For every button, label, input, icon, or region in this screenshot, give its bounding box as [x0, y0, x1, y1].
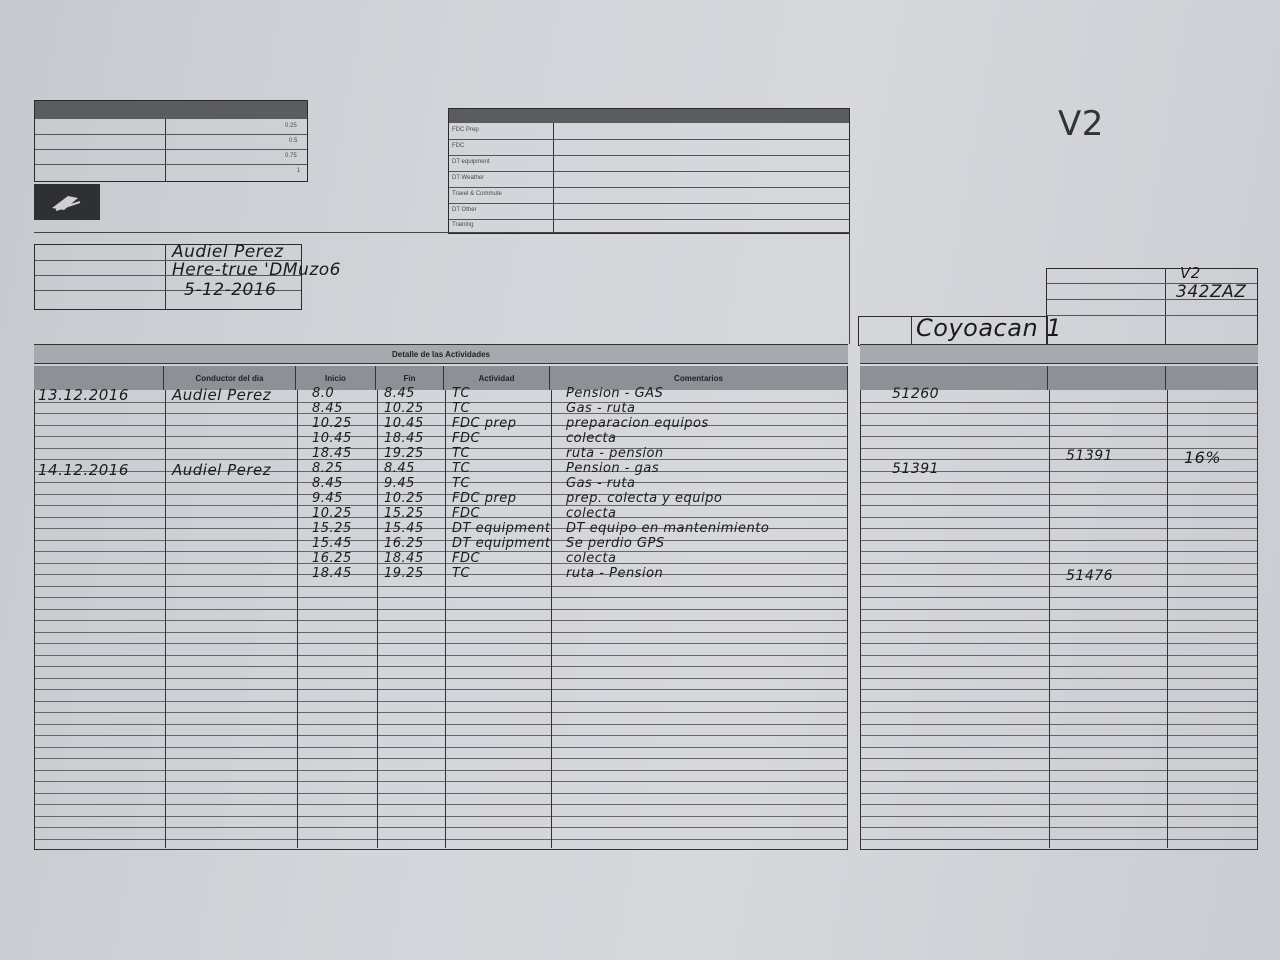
logo-box — [34, 184, 100, 220]
grid-col-line — [1167, 390, 1168, 848]
cell-fin: 9.45 — [384, 476, 415, 491]
grid-row-line — [35, 413, 847, 414]
grid-row-line — [861, 620, 1257, 621]
grid-row-line — [861, 436, 1257, 437]
grid-row-line — [35, 712, 847, 713]
grid-col-line — [551, 390, 552, 848]
grid-row-line — [861, 505, 1257, 506]
driver-date: 5-12-2016 — [184, 280, 277, 300]
grid-row-line — [861, 551, 1257, 552]
cell-actividad: TC — [452, 461, 471, 476]
cell-actividad: TC — [452, 566, 471, 581]
vehicle-box — [1046, 268, 1258, 346]
grid-row-line — [861, 574, 1257, 575]
cell-fin: 15.25 — [384, 506, 424, 521]
grid-row-line — [35, 494, 847, 495]
grid-col-line — [445, 390, 446, 848]
grid-row-line — [35, 735, 847, 736]
grid-row-line — [35, 781, 847, 782]
grid-row-line — [861, 494, 1257, 495]
grid-row-line — [35, 701, 847, 702]
cell-inicio: 15.45 — [312, 536, 352, 551]
driver-name: Audiel Perez — [172, 242, 284, 262]
grid-col-line — [1049, 390, 1050, 848]
activity-code: DT Other — [452, 207, 477, 213]
cell-comentario: Gas - ruta — [566, 401, 636, 416]
detail-title: Detalle de las Actividades — [34, 344, 848, 364]
cell-conductor: Audiel Perez — [172, 386, 272, 404]
cell-pct: 16% — [1184, 448, 1222, 467]
grid-row-line — [35, 643, 847, 644]
logo-icon — [34, 184, 100, 220]
col-actividad: Actividad — [444, 366, 550, 390]
grid-row-line — [861, 632, 1257, 633]
legend-table — [34, 100, 308, 182]
cell-inicio: 8.25 — [312, 461, 343, 476]
cell-fecha: 13.12.2016 — [38, 386, 129, 404]
grid-row-line — [861, 597, 1257, 598]
grid-row-line — [35, 586, 847, 587]
cell-actividad: DT equipment — [452, 536, 551, 551]
cell-actividad: FDC — [452, 431, 481, 446]
cell-inicio: 8.45 — [312, 476, 343, 491]
cell-inicio: 10.45 — [312, 431, 352, 446]
cell-fin: 19.25 — [384, 566, 424, 581]
cell-fin: 18.45 — [384, 431, 424, 446]
grid-row-line — [861, 425, 1257, 426]
cell-actividad: DT equipment — [452, 521, 551, 536]
cell-comentario: preparacion equipos — [566, 416, 709, 431]
cell-actividad: FDC — [452, 551, 481, 566]
grid-row-line — [35, 609, 847, 610]
legend-value: 0.25 — [285, 123, 297, 129]
activities-col-activity — [449, 109, 553, 123]
vehicle-number: V2 — [1180, 264, 1201, 282]
grid-col-line — [377, 390, 378, 848]
grid-row-line — [35, 540, 847, 541]
vehicle-plate: 342ZAZ — [1176, 282, 1247, 302]
grid-row-line — [861, 482, 1257, 483]
col-pct-avance — [1166, 366, 1258, 390]
grid-row-line — [35, 724, 847, 725]
cell-inicio: 18.45 — [312, 566, 352, 581]
cell-inicio: 15.25 — [312, 521, 352, 536]
grid-row-line — [861, 701, 1257, 702]
col-comentarios: Comentarios — [550, 366, 848, 390]
col-conductor: Conductor del dia — [164, 366, 296, 390]
cell-fin: 10.25 — [384, 401, 424, 416]
cell-actividad: TC — [452, 401, 471, 416]
version-mark: V2 — [1058, 104, 1104, 144]
activity-code: Travel & Commute — [452, 191, 502, 197]
legend-value: 0.5 — [289, 138, 298, 144]
cell-comentario: Pension - GAS — [566, 386, 664, 401]
activity-code: FDC Prep — [452, 127, 479, 133]
cell-comentario: Gas - ruta — [566, 476, 636, 491]
grid-row-line — [35, 448, 847, 449]
cell-inicio: 10.25 — [312, 506, 352, 521]
cell-fin: 8.45 — [384, 386, 415, 401]
activities-table — [448, 108, 850, 234]
col-km-inicial — [860, 366, 1048, 390]
grid-row-line — [35, 816, 847, 817]
grid-row-line — [861, 839, 1257, 840]
cell-inicio: 9.45 — [312, 491, 343, 506]
cell-actividad: FDC prep — [452, 416, 517, 431]
grid-row-line — [35, 804, 847, 805]
cell-fin: 10.25 — [384, 491, 424, 506]
grid-row-line — [35, 574, 847, 575]
grid-row-line — [35, 839, 847, 840]
grid-row-line — [35, 425, 847, 426]
cell-fin: 10.45 — [384, 416, 424, 431]
cell-comentario: colecta — [566, 506, 617, 521]
detail-grid — [34, 390, 848, 850]
grid-row-line — [861, 413, 1257, 414]
cell-comentario: colecta — [566, 551, 617, 566]
grid-row-line — [35, 402, 847, 403]
cell-fin: 18.45 — [384, 551, 424, 566]
grid-row-line — [861, 735, 1257, 736]
cell-km-inicial: 51260 — [892, 386, 940, 402]
grid-col-line — [297, 390, 298, 848]
grid-col-line — [165, 390, 166, 848]
legend-value: 0.75 — [285, 153, 297, 159]
grid-row-line — [861, 793, 1257, 794]
grid-row-line — [861, 689, 1257, 690]
grid-row-line — [861, 770, 1257, 771]
grid-row-line — [861, 712, 1257, 713]
cell-conductor: Audiel Perez — [172, 461, 272, 479]
grid-row-line — [861, 609, 1257, 610]
grid-row-line — [861, 528, 1257, 529]
grid-row-line — [35, 758, 847, 759]
grid-row-line — [861, 517, 1257, 518]
grid-row-line — [861, 816, 1257, 817]
grid-row-line — [35, 482, 847, 483]
cell-comentario: Pension - gas — [566, 461, 660, 476]
grid-row-line — [861, 747, 1257, 748]
cell-actividad: TC — [452, 386, 471, 401]
activity-code: Training — [452, 222, 474, 228]
legend-header — [35, 101, 307, 119]
cell-comentario: colecta — [566, 431, 617, 446]
legend-value: 1 — [297, 168, 301, 174]
grid-row-line — [35, 436, 847, 437]
cell-inicio: 8.45 — [312, 401, 343, 416]
cell-comentario: ruta - pension — [566, 446, 664, 461]
cell-comentario: prep. colecta y equipo — [566, 491, 723, 506]
cell-actividad: FDC — [452, 506, 481, 521]
grid-row-line — [35, 459, 847, 460]
grid-row-line — [861, 781, 1257, 782]
cell-inicio: 10.25 — [312, 416, 352, 431]
grid-row-line — [861, 655, 1257, 656]
grid-row-line — [861, 586, 1257, 587]
grid-row-line — [35, 597, 847, 598]
cell-comentario: Se perdio GPS — [566, 536, 665, 551]
grid-row-line — [35, 471, 847, 472]
cell-inicio: 16.25 — [312, 551, 352, 566]
grid-row-line — [861, 678, 1257, 679]
cell-actividad: FDC prep — [452, 491, 517, 506]
cell-actividad: TC — [452, 446, 471, 461]
grid-row-line — [861, 724, 1257, 725]
cell-inicio: 18.45 — [312, 446, 352, 461]
grid-row-line — [35, 632, 847, 633]
cell-comentario: ruta - Pension — [566, 566, 664, 581]
cell-km-inicial: 51391 — [892, 461, 940, 477]
cell-inicio: 8.0 — [312, 386, 335, 401]
grid-row-line — [35, 620, 847, 621]
grid-row-line — [861, 758, 1257, 759]
grid-row-line — [861, 804, 1257, 805]
driver-vehicle: Here-true 'DMuzo6 — [172, 260, 341, 280]
col-inicio: Inicio — [296, 366, 376, 390]
grid-row-line — [35, 551, 847, 552]
grid-row-line — [35, 666, 847, 667]
cell-fin: 15.45 — [384, 521, 424, 536]
grid-row-line — [35, 655, 847, 656]
grid-row-line — [35, 689, 847, 690]
municipio-value: Coyoacan 1 — [916, 314, 1063, 342]
cell-fin: 16.25 — [384, 536, 424, 551]
grid-row-line — [861, 666, 1257, 667]
activity-code: DT Weather — [452, 175, 485, 181]
activity-code: FDC — [452, 143, 465, 149]
cell-actividad: TC — [452, 476, 471, 491]
grid-row-line — [861, 827, 1257, 828]
cell-fin: 8.45 — [384, 461, 415, 476]
grid-row-line — [861, 540, 1257, 541]
activity-code: DT equipment — [452, 159, 490, 165]
cell-km-final: 51391 — [1066, 448, 1114, 464]
grid-row-line — [35, 678, 847, 679]
grid-row-line — [35, 563, 847, 564]
grid-row-line — [35, 517, 847, 518]
grid-row-line — [861, 643, 1257, 644]
cell-comentario: DT equipo en mantenimiento — [566, 521, 770, 536]
grid-row-line — [861, 563, 1257, 564]
cell-fin: 19.25 — [384, 446, 424, 461]
col-fin: Fin — [376, 366, 444, 390]
cell-fecha: 14.12.2016 — [38, 461, 129, 479]
cell-km-final: 51476 — [1066, 568, 1114, 584]
grid-row-line — [35, 747, 847, 748]
grid-row-line — [35, 793, 847, 794]
grid-row-line — [35, 827, 847, 828]
grid-row-line — [35, 770, 847, 771]
col-km-final — [1048, 366, 1166, 390]
grid-row-line — [35, 505, 847, 506]
activities-col-description — [553, 109, 849, 123]
